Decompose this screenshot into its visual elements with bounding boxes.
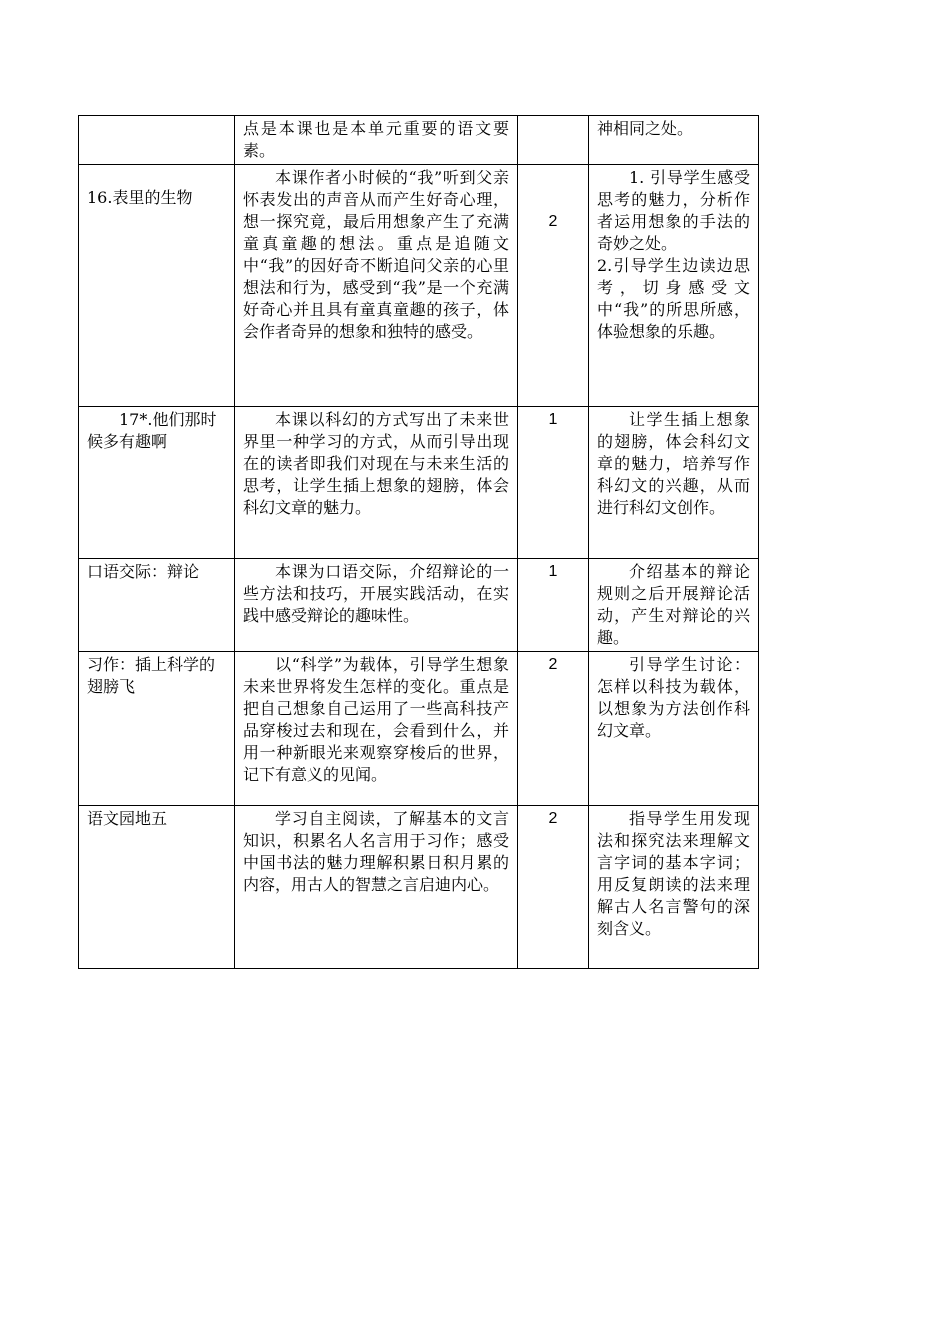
lesson-strategy-cell xyxy=(589,407,759,559)
lesson-title-cell: 16.表里的生物 xyxy=(79,165,235,407)
strategy-paragraph: 神相同之处。 xyxy=(597,119,694,138)
strategy-paragraph: 介绍基本的辩论规则之后开展辩论活动，产生对辩论的兴趣。 xyxy=(597,562,750,647)
lesson-hours-cell: 1 xyxy=(518,559,589,652)
table-row xyxy=(79,559,759,652)
lesson-content-cell: 本课作者小时候的“我”听到父亲怀表发出的声音从而产生好奇心理，想一探究竟，最后用想象产生了充满童真童趣的想法。重点是追随文中“我”的因好奇不断追问父亲的心里想法和行为，感受到“我”是一个充满好奇心并且具有童真童趣的孩子，体会作者奇异的想象和独特的感受。 xyxy=(235,165,518,407)
lesson-content-cell: 点是本课也是本单元重要的语文要素。 xyxy=(235,116,518,165)
strategy-paragraph: 指导学生用发现法和探究法来理解文言字词的基本字词；用反复朗读的法来理解古人名言警句的深刻含义。 xyxy=(597,809,750,938)
lesson-content-cell: 以“科学”为载体，引导学生想象未来世界将发生怎样的变化。重点是把自己想象自己运用了一些高科技产品穿梭过去和现在，会看到什么，并用一种新眼光来观察穿梭后的世界，记下有意义的见闻。 xyxy=(235,652,518,806)
table-row xyxy=(79,407,759,559)
lesson-content-cell: 学习自主阅读，了解基本的文言知识，积累名人名言用于习作；感受中国书法的魅力理解积累日积月累的内容，用古人的智慧之言启迪内心。 xyxy=(235,806,518,969)
lesson-content-cell: 本课以科幻的方式写出了未来世界里一种学习的方式，从而引导出现在的读者即我们对现在与未来生活的思考，让学生插上想象的翅膀，体会科幻文章的魅力。 xyxy=(235,407,518,559)
lesson-hours-cell: 1 xyxy=(518,407,589,559)
lesson-strategy-cell xyxy=(589,806,759,969)
lesson-strategy-cell xyxy=(589,116,759,165)
lesson-hours-cell xyxy=(518,116,589,165)
lesson-strategy-cell xyxy=(589,652,759,806)
lesson-hours-cell: 2 xyxy=(518,165,589,407)
lesson-hours-cell: 2 xyxy=(518,652,589,806)
table-row xyxy=(79,116,759,165)
lesson-strategy-cell xyxy=(589,165,759,407)
strategy-paragraph: 让学生插上想象的翅膀，体会科幻文章的魅力，培养写作科幻文的兴趣，从而进行科幻文创作。 xyxy=(597,410,750,517)
strategy-paragraph: 2.引导学生边读边思考，切身感受文中“我”的所思所感，体验想象的乐趣。 xyxy=(597,256,750,341)
lesson-title-cell xyxy=(79,116,235,165)
lesson-title-cell: 语文园地五 xyxy=(79,806,235,969)
lesson-hours-cell: 2 xyxy=(518,806,589,969)
lesson-content-cell: 本课为口语交际，介绍辩论的一些方法和技巧，开展实践活动，在实践中感受辩论的趣味性。 xyxy=(235,559,518,652)
table-row xyxy=(79,652,759,806)
table-row xyxy=(79,806,759,969)
strategy-paragraph: 引导学生讨论：怎样以科技为载体，以想象为方法创作科幻文章。 xyxy=(597,655,750,740)
strategy-paragraph: 1. 引导学生感受思考的魅力，分析作者运用想象的手法的奇妙之处。 xyxy=(597,168,750,253)
lesson-plan-table xyxy=(78,115,759,969)
lesson-title-cell: 习作：插上科学的翅膀飞 xyxy=(79,652,235,806)
lesson-strategy-cell xyxy=(589,559,759,652)
lesson-title-cell: 17*.他们那时候多有趣啊 xyxy=(79,407,235,559)
lesson-title-cell: 口语交际：辩论 xyxy=(79,559,235,652)
table-row xyxy=(79,165,759,407)
